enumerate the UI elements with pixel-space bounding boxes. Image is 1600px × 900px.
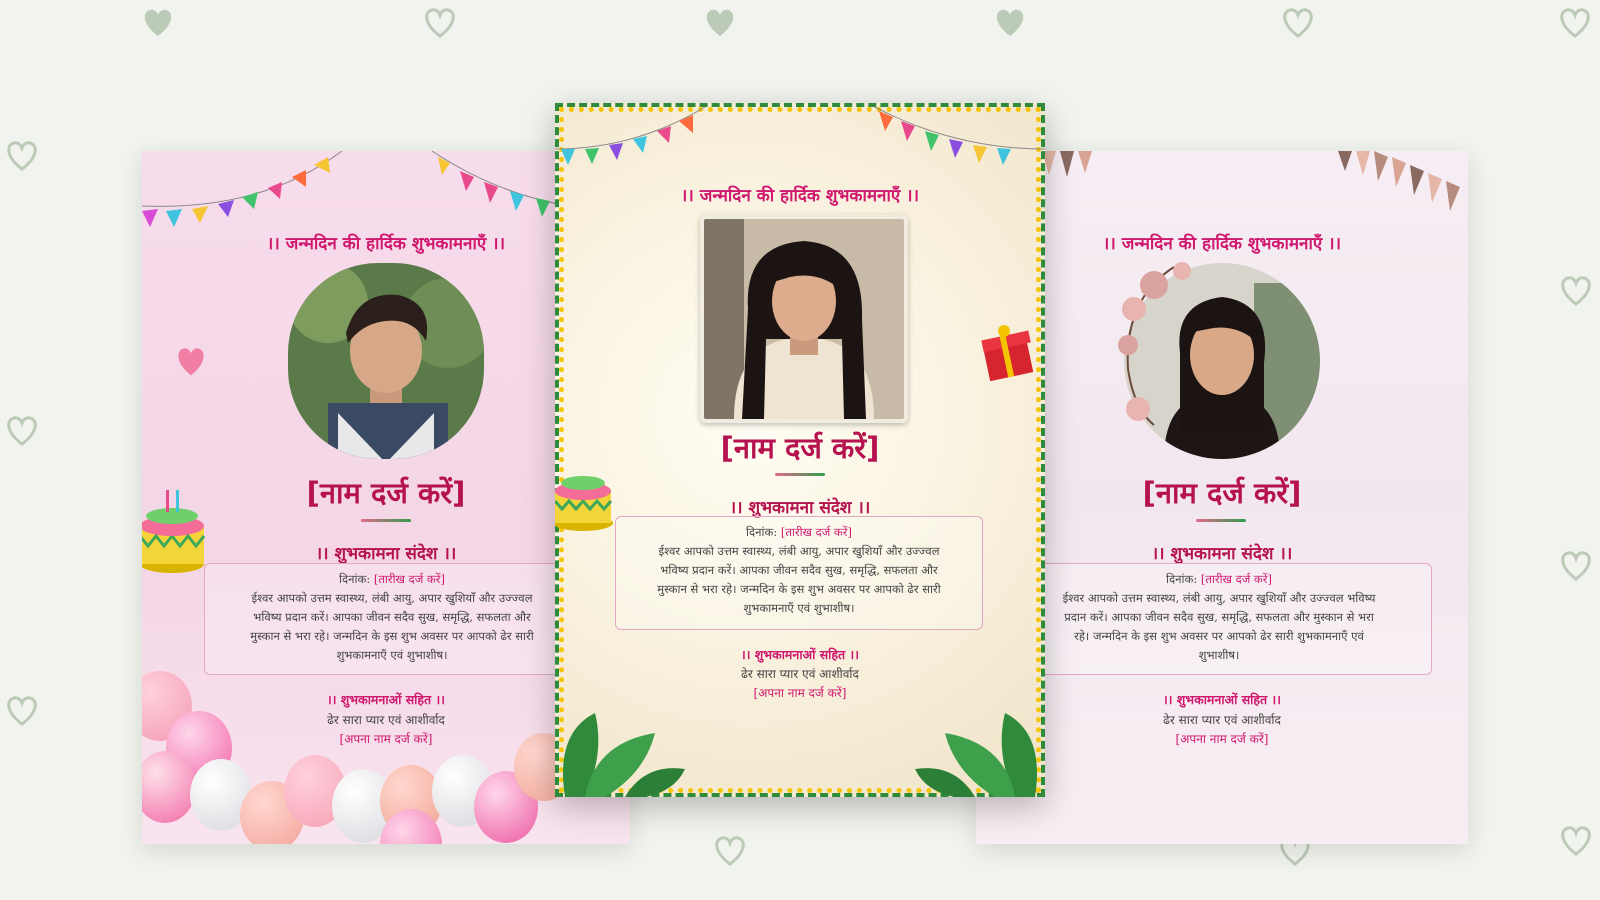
sender-name-placeholder[interactable]: [अपना नाम दर्ज करें] [753,686,847,700]
closing-line: ढेर सारा प्यार एवं आशीर्वाद [327,713,445,727]
card-heading: ।। जन्मदिन की हार्दिक शुभकामनाएँ ।। [266,234,506,254]
heart-outline-icon [2,135,42,175]
heart-outline-icon [1556,545,1596,585]
name-placeholder[interactable]: [नाम दर्ज करें] [1142,476,1302,510]
message-line: भविष्य प्रदान करें। आपका जीवन सदैव सुख, समृद्धि, सफलता और [660,563,938,577]
sender-name-placeholder[interactable]: [अपना नाम दर्ज करें] [339,732,433,746]
heart-outline-icon [138,2,178,42]
message-box[interactable] [204,563,580,675]
message-heading: ।। शुभकामना संदेश ।। [729,498,871,518]
name-placeholder[interactable]: [नाम दर्ज करें] [720,431,880,465]
message-line: शुभाशीष। [1198,648,1240,662]
card-heading: ।। जन्मदिन की हार्दिक शुभकामनाएँ ।। [1102,234,1342,254]
bunting-flags-decoration [555,103,1045,173]
closing-title: ।। शुभकामनाओं सहित ।। [326,692,445,707]
floral-wreath-icon [1114,259,1234,429]
photo-frame[interactable] [288,263,484,459]
date-value[interactable]: [तारीख दर्ज करें] [1200,572,1272,586]
heart-outline-icon [1556,820,1596,860]
message-line: शुभकामनाएँ एवं शुभाशीष। [743,601,855,615]
message-line: रहे। जन्मदिन के इस शुभ अवसर पर आपको ढेर सारी शुभकामनाएँ एवं [1074,629,1364,643]
heart-outline-icon [1555,2,1595,42]
card-heading: ।। जन्मदिन की हार्दिक शुभकामनाएँ ।। [680,186,920,206]
message-line: मुस्कान से भरा रहे। जन्मदिन के इस शुभ अवसर पर आपको ढेर सारी [250,629,534,643]
closing-line: ढेर सारा प्यार एवं आशीर्वाद [1163,713,1281,727]
message-heading: ।। शुभकामना संदेश ।। [315,544,457,564]
date-value[interactable]: [तारीख दर्ज करें] [373,572,445,586]
message-heading: ।। शुभकामना संदेश ।। [1151,544,1293,564]
closing-title: ।। शुभकामनाओं सहित ।। [1162,692,1281,707]
message-line: ईश्वर आपको उत्तम स्वास्थ्य, लंबी आयु, अपार खुशियाँ और उज्ज्वल [658,544,940,558]
heart-balloon-icon [172,341,210,379]
heart-outline-icon [990,2,1030,42]
girl-portrait-photo-icon [704,219,904,419]
message-box[interactable] [615,516,983,630]
closing-title: ।। शुभकामनाओं सहित ।। [740,647,859,662]
heart-outline-icon [420,2,460,42]
boy-portrait-photo-icon [288,263,484,459]
leaves-decoration-icon [555,673,695,797]
name-underline [361,519,411,522]
name-underline [775,473,825,476]
gift-box-icon [980,321,1036,381]
heart-outline-icon [710,830,750,870]
message-line: भविष्य प्रदान करें। आपका जीवन सदैव सुख, समृद्धि, सफलता और [253,610,531,624]
name-placeholder[interactable]: [नाम दर्ज करें] [306,476,466,510]
birthday-card-right[interactable] [976,151,1468,844]
date-label: दिनांक: [1166,572,1198,586]
message-line: ईश्वर आपको उत्तम स्वास्थ्य, लंबी आयु, अपार खुशियाँ और उज्ज्वल भविष्य [1062,591,1376,605]
date-label: दिनांक: [746,525,778,539]
message-line: प्रदान करें। आपका जीवन सदैव सुख, समृद्धि, सफलता और मुस्कान से भरा [1064,610,1374,624]
bunting-flags-decoration [976,151,1468,221]
photo-frame[interactable] [700,215,908,423]
heart-outline-icon [700,2,740,42]
sender-name-placeholder[interactable]: [अपना नाम दर्ज करें] [1175,732,1269,746]
heart-outline-icon [1556,270,1596,310]
name-underline [1196,519,1246,522]
message-line: ईश्वर आपको उत्तम स्वास्थ्य, लंबी आयु, अपार खुशियाँ और उज्ज्वल [251,591,533,605]
date-line [626,523,972,542]
heart-outline-icon [2,410,42,450]
date-label: दिनांक: [339,572,371,586]
message-line: शुभकामनाएँ एवं शुभाशीष। [336,648,448,662]
date-line [1017,570,1421,589]
message-line: मुस्कान से भरा रहे। जन्मदिन के इस शुभ अवसर पर आपको ढेर सारी [657,582,941,596]
birthday-card-middle[interactable] [555,103,1045,797]
heart-outline-icon [2,690,42,730]
closing-line: ढेर सारा प्यार एवं आशीर्वाद [741,667,859,681]
date-value[interactable]: [तारीख दर्ज करें] [780,525,852,539]
leaves-decoration-icon [915,673,1045,797]
date-line [215,570,569,589]
heart-outline-icon [1278,2,1318,42]
message-box[interactable] [1006,563,1432,675]
